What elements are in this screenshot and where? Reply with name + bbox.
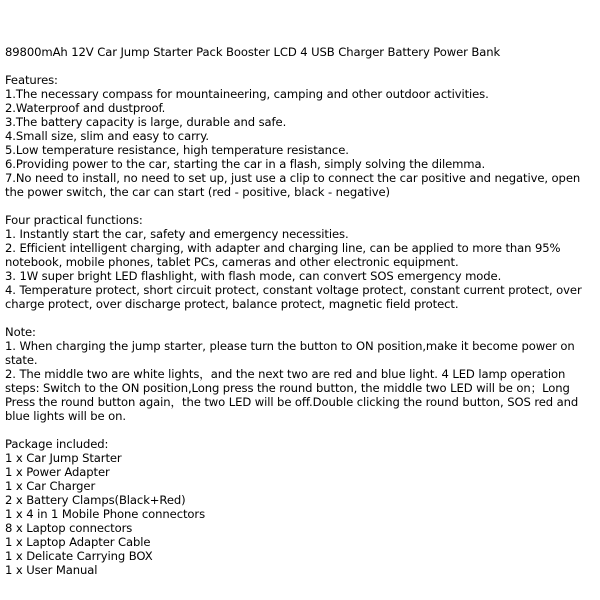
- package-item: 1 x 4 in 1 Mobile Phone connectors: [5, 507, 206, 521]
- features-section: [5, 73, 597, 199]
- feature-item: 2.Waterproof and dustproof.: [5, 101, 166, 115]
- product-title: 89800mAh 12V Car Jump Starter Pack Booster LCD 4 USB Charger Battery Power Bank: [5, 45, 501, 59]
- package-heading: Package included:: [5, 437, 109, 451]
- feature-item: 1.The necessary compass for mountaineering, camping and other outdoor activities.: [5, 87, 489, 101]
- note-heading: Note:: [5, 325, 36, 339]
- product-description: [5, 45, 597, 577]
- note-section: [5, 325, 597, 423]
- section-gap: [5, 199, 597, 213]
- function-item: 4. Temperature protect, short circuit protect, constant voltage protect, constant current protect, over charge protect, over discharge protect, balance protect, magnetic field protect.: [5, 283, 582, 311]
- features-heading: Features:: [5, 73, 58, 87]
- feature-item: 5.Low temperature resistance, high temperature resistance.: [5, 143, 349, 157]
- functions-section: [5, 213, 597, 311]
- function-item: 2. Efficient intelligent charging, with adapter and charging line, can be applied to more than 95% notebook, mobile phones, tablet PCs, cameras and other electronic equipment.: [5, 241, 561, 269]
- package-item: 1 x User Manual: [5, 563, 98, 577]
- functions-heading: Four practical functions:: [5, 213, 143, 227]
- note-item: 1. When charging the jump starter, please turn the button to ON position,make it become power on state.: [5, 339, 575, 367]
- package-item: 8 x Laptop connectors: [5, 521, 133, 535]
- package-section: [5, 437, 597, 577]
- feature-item: 6.Providing power to the car, starting the car in a flash, simply solving the dilemma.: [5, 157, 486, 171]
- function-item: 3. 1W super bright LED flashlight, with flash mode, can convert SOS emergency mode.: [5, 269, 502, 283]
- feature-item: 3.The battery capacity is large, durable and safe.: [5, 115, 287, 129]
- package-item: 1 x Delicate Carrying BOX: [5, 549, 153, 563]
- section-gap: [5, 311, 597, 325]
- package-item: 1 x Car Charger: [5, 479, 96, 493]
- feature-item: 4.Small size, slim and easy to carry.: [5, 129, 209, 143]
- function-item: 1. Instantly start the car, safety and emergency necessities.: [5, 227, 349, 241]
- section-gap: [5, 423, 597, 437]
- package-item: 1 x Car Jump Starter: [5, 451, 122, 465]
- package-item: 1 x Power Adapter: [5, 465, 110, 479]
- package-item: 1 x Laptop Adapter Cable: [5, 535, 151, 549]
- package-item: 2 x Battery Clamps(Black+Red): [5, 493, 186, 507]
- feature-item: 7.No need to install, no need to set up, just use a clip to connect the car positive and negative, open the power switch, the car can start (red - positive, black - negative): [5, 171, 581, 199]
- note-item: 2. The middle two are white lights，and the next two are red and blue light. 4 LED lamp operation steps: Switch to the ON position,Long press the round button, the middle two LED will be on；Long Press the round button again，the two LED will be off.Double clicking the round button, SOS red and blue lights will be on.: [5, 367, 579, 423]
